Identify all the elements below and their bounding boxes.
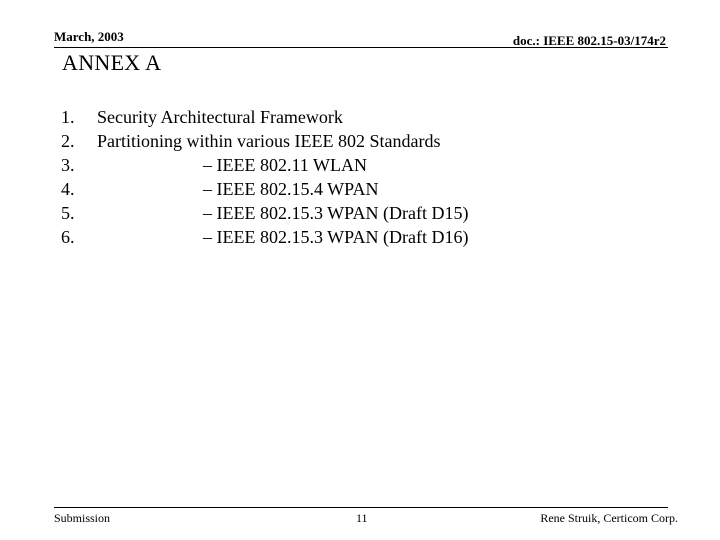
page-number: 11 (356, 511, 368, 525)
list-item-text: Security Architectural Framework (97, 107, 343, 127)
list-item-number: 5. (61, 203, 75, 223)
header-doc-id: doc.: IEEE 802.15-03/174r2 (512, 33, 666, 48)
list-item-text: – IEEE 802.15.4 WPAN (203, 179, 379, 199)
footer-author: Rene Struik, Certicom Corp. (540, 511, 678, 525)
list-item-text: Partitioning within various IEEE 802 Standards (97, 131, 441, 151)
footer-divider (54, 507, 668, 508)
header-date: March, 2003 (54, 29, 124, 44)
list-item-text: – IEEE 802.15.3 WPAN (Draft D15) (203, 203, 469, 223)
list-item-number: 1. (61, 107, 75, 127)
slide-title: ANNEX A (62, 50, 162, 75)
list-item-number: 4. (61, 179, 75, 199)
list-item-text: – IEEE 802.11 WLAN (203, 155, 367, 175)
list-item-number: 6. (61, 227, 75, 247)
header-divider (54, 47, 668, 48)
footer-submission: Submission (54, 511, 111, 525)
list-item-number: 3. (61, 155, 75, 175)
list-item-number: 2. (61, 131, 75, 151)
list-item-text: – IEEE 802.15.3 WPAN (Draft D16) (203, 227, 469, 247)
